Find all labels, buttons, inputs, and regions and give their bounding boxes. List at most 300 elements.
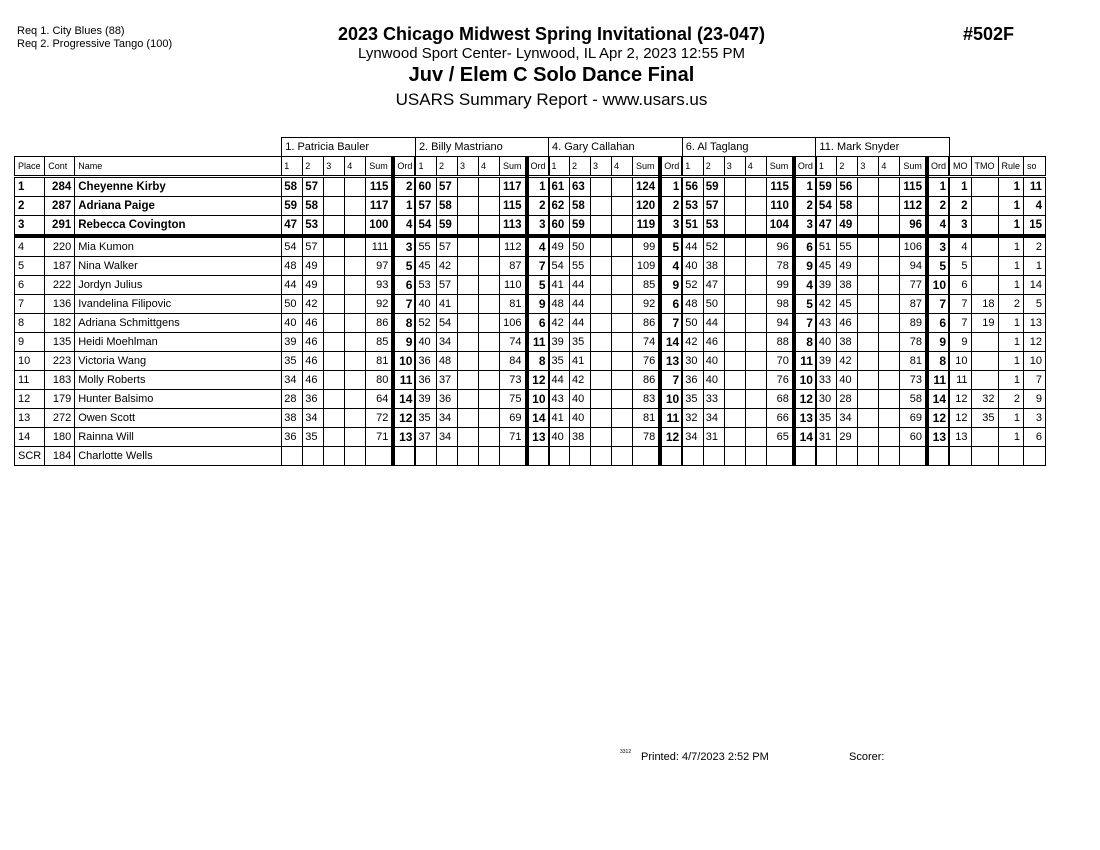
mark-1-cell: 44 xyxy=(549,371,570,390)
cont-cell: 183 xyxy=(45,371,75,390)
mark-4-cell xyxy=(345,390,366,409)
mark-3-cell xyxy=(324,295,345,314)
sum-cell: 65 xyxy=(766,428,794,447)
mark-4-cell xyxy=(745,333,766,352)
scorer-label: Scorer: xyxy=(849,751,885,763)
mark-1-cell: 52 xyxy=(415,314,436,333)
skater-name-cell: Mia Kumon xyxy=(75,236,282,257)
tmo-cell: 32 xyxy=(971,390,998,409)
mark-3-cell xyxy=(858,216,879,237)
mark-3-cell xyxy=(591,295,612,314)
mark-4-cell xyxy=(879,236,900,257)
so-cell: 5 xyxy=(1024,295,1046,314)
mark-2-cell: 46 xyxy=(303,371,324,390)
sum-cell: 83 xyxy=(633,390,661,409)
mark-3-cell xyxy=(457,197,478,216)
mark-2-cell: 53 xyxy=(703,216,724,237)
mark-1-cell: 53 xyxy=(415,276,436,295)
mark-1-cell: 40 xyxy=(415,333,436,352)
blank-cell xyxy=(949,138,1046,157)
col-mark: 2 xyxy=(303,157,324,177)
mo-cell: 3 xyxy=(949,216,971,237)
mark-3-cell xyxy=(724,409,745,428)
cont-cell: 287 xyxy=(45,197,75,216)
ord-cell: 7 xyxy=(794,314,816,333)
ord-cell: 2 xyxy=(527,197,549,216)
skater-name-cell: Cheyenne Kirby xyxy=(75,177,282,197)
mark-3-cell xyxy=(324,390,345,409)
mark-1-cell: 36 xyxy=(415,352,436,371)
mark-2-cell xyxy=(703,447,724,466)
col-mark: 3 xyxy=(724,157,745,177)
mark-4-cell xyxy=(745,177,766,197)
mo-cell: 6 xyxy=(949,276,971,295)
ord-cell: 4 xyxy=(393,216,415,237)
mark-1-cell: 60 xyxy=(415,177,436,197)
mark-1-cell: 48 xyxy=(282,257,303,276)
sum-cell: 78 xyxy=(900,333,927,352)
ord-cell: 6 xyxy=(393,276,415,295)
mark-2-cell: 34 xyxy=(436,333,457,352)
ord-cell: 8 xyxy=(794,333,816,352)
rule-cell xyxy=(998,447,1024,466)
results-table xyxy=(14,137,1046,466)
mo-cell: 7 xyxy=(949,295,971,314)
mo-cell: 5 xyxy=(949,257,971,276)
mark-2-cell xyxy=(303,447,324,466)
mark-2-cell: 48 xyxy=(436,352,457,371)
mark-1-cell: 39 xyxy=(282,333,303,352)
mark-3-cell xyxy=(591,390,612,409)
sum-cell: 84 xyxy=(499,352,526,371)
mark-1-cell: 55 xyxy=(415,236,436,257)
mark-1-cell: 54 xyxy=(549,257,570,276)
tmo-cell xyxy=(971,197,998,216)
tmo-cell xyxy=(971,236,998,257)
mark-4-cell xyxy=(612,216,633,237)
mark-2-cell: 34 xyxy=(436,428,457,447)
judge-header-row xyxy=(15,138,1046,157)
place-cell: 11 xyxy=(15,371,45,390)
mark-3-cell xyxy=(591,409,612,428)
mo-cell: 1 xyxy=(949,177,971,197)
mark-3-cell xyxy=(858,276,879,295)
ord-cell: 3 xyxy=(660,216,682,237)
ord-cell: 11 xyxy=(660,409,682,428)
sum-cell: 96 xyxy=(900,216,927,237)
ord-cell: 9 xyxy=(527,295,549,314)
sum-cell: 115 xyxy=(366,177,394,197)
col-mark: 2 xyxy=(703,157,724,177)
sum-cell: 112 xyxy=(900,197,927,216)
mark-3-cell xyxy=(457,295,478,314)
mo-cell: 12 xyxy=(949,409,971,428)
mark-2-cell: 57 xyxy=(436,177,457,197)
skater-name-cell: Heidi Moehlman xyxy=(75,333,282,352)
table-row xyxy=(15,177,1046,197)
ord-cell: 10 xyxy=(660,390,682,409)
mark-3-cell xyxy=(724,295,745,314)
sum-cell: 86 xyxy=(633,371,661,390)
mark-3-cell xyxy=(457,409,478,428)
so-cell: 3 xyxy=(1024,409,1046,428)
mark-2-cell: 40 xyxy=(570,390,591,409)
ord-cell: 14 xyxy=(794,428,816,447)
mark-3-cell xyxy=(591,236,612,257)
mark-1-cell: 45 xyxy=(816,257,837,276)
col-rule: Rule xyxy=(998,157,1024,177)
sum-cell: 115 xyxy=(499,197,526,216)
mark-4-cell xyxy=(745,371,766,390)
mark-4-cell xyxy=(745,447,766,466)
col-ord: Ord xyxy=(527,157,549,177)
mark-3-cell xyxy=(591,257,612,276)
mark-3-cell xyxy=(457,447,478,466)
sum-cell: 94 xyxy=(766,314,794,333)
mark-1-cell: 54 xyxy=(415,216,436,237)
mark-1-cell: 34 xyxy=(682,428,703,447)
cont-cell: 180 xyxy=(45,428,75,447)
sum-cell xyxy=(766,447,794,466)
ord-cell: 12 xyxy=(794,390,816,409)
mo-cell xyxy=(949,447,971,466)
skater-name-cell: Victoria Wang xyxy=(75,352,282,371)
so-cell: 6 xyxy=(1024,428,1046,447)
col-sum: Sum xyxy=(900,157,927,177)
place-cell: 9 xyxy=(15,333,45,352)
mark-1-cell: 28 xyxy=(282,390,303,409)
mark-1-cell: 35 xyxy=(549,352,570,371)
mark-2-cell: 42 xyxy=(436,257,457,276)
mark-3-cell xyxy=(591,314,612,333)
mark-4-cell xyxy=(345,197,366,216)
mark-1-cell xyxy=(682,447,703,466)
sum-cell: 99 xyxy=(766,276,794,295)
cont-cell: 291 xyxy=(45,216,75,237)
ord-cell: 1 xyxy=(527,177,549,197)
mark-1-cell: 49 xyxy=(549,236,570,257)
mark-1-cell: 57 xyxy=(415,197,436,216)
mark-4-cell xyxy=(745,314,766,333)
col-mark: 3 xyxy=(858,157,879,177)
sum-cell: 112 xyxy=(499,236,526,257)
sum-cell: 76 xyxy=(766,371,794,390)
mark-3-cell xyxy=(724,390,745,409)
col-ord: Ord xyxy=(794,157,816,177)
mark-4-cell xyxy=(478,314,499,333)
mark-3-cell xyxy=(858,371,879,390)
rule-cell: 1 xyxy=(998,314,1024,333)
col-mark: 2 xyxy=(570,157,591,177)
mark-4-cell xyxy=(345,236,366,257)
sum-cell: 119 xyxy=(633,216,661,237)
mark-1-cell: 50 xyxy=(282,295,303,314)
ord-cell xyxy=(527,447,549,466)
ord-cell: 9 xyxy=(794,257,816,276)
mark-3-cell xyxy=(591,371,612,390)
sum-cell: 98 xyxy=(766,295,794,314)
cont-cell: 222 xyxy=(45,276,75,295)
ord-cell: 1 xyxy=(927,177,949,197)
judge-name: 1. Patricia Bauler xyxy=(282,138,416,157)
sum-cell: 100 xyxy=(366,216,394,237)
mark-3-cell xyxy=(858,390,879,409)
place-cell: 7 xyxy=(15,295,45,314)
sum-cell: 74 xyxy=(633,333,661,352)
ord-cell: 6 xyxy=(527,314,549,333)
mark-1-cell: 54 xyxy=(816,197,837,216)
mark-4-cell xyxy=(478,236,499,257)
mark-2-cell: 54 xyxy=(436,314,457,333)
mo-cell: 12 xyxy=(949,390,971,409)
mark-2-cell: 35 xyxy=(570,333,591,352)
mark-3-cell xyxy=(324,177,345,197)
mark-1-cell: 32 xyxy=(682,409,703,428)
rule-cell: 1 xyxy=(998,409,1024,428)
column-header-row xyxy=(15,157,1046,177)
mark-2-cell: 44 xyxy=(570,295,591,314)
place-cell: 12 xyxy=(15,390,45,409)
mark-4-cell xyxy=(478,216,499,237)
mo-cell: 11 xyxy=(949,371,971,390)
sum-cell: 64 xyxy=(366,390,394,409)
mark-2-cell: 42 xyxy=(303,295,324,314)
mark-1-cell: 38 xyxy=(282,409,303,428)
mark-3-cell xyxy=(724,197,745,216)
place-cell: 10 xyxy=(15,352,45,371)
mark-2-cell: 50 xyxy=(703,295,724,314)
place-cell: 14 xyxy=(15,428,45,447)
ord-cell: 6 xyxy=(927,314,949,333)
mark-2-cell: 58 xyxy=(837,197,858,216)
mark-4-cell xyxy=(745,197,766,216)
mark-4-cell xyxy=(612,447,633,466)
mark-4-cell xyxy=(879,257,900,276)
mark-1-cell: 48 xyxy=(682,295,703,314)
cont-cell: 184 xyxy=(45,447,75,466)
so-cell: 13 xyxy=(1024,314,1046,333)
cont-cell: 182 xyxy=(45,314,75,333)
ord-cell: 7 xyxy=(660,371,682,390)
event-title: Juv / Elem C Solo Dance Final xyxy=(408,64,695,86)
mark-3-cell xyxy=(324,257,345,276)
mark-4-cell xyxy=(745,276,766,295)
col-ord: Ord xyxy=(393,157,415,177)
mark-4-cell xyxy=(612,177,633,197)
col-mark: 2 xyxy=(436,157,457,177)
sum-cell: 77 xyxy=(900,276,927,295)
mark-3-cell xyxy=(724,371,745,390)
mark-3-cell xyxy=(591,333,612,352)
sum-cell xyxy=(633,447,661,466)
mark-4-cell xyxy=(612,428,633,447)
mark-4-cell xyxy=(879,276,900,295)
mo-cell: 13 xyxy=(949,428,971,447)
mark-2-cell: 44 xyxy=(703,314,724,333)
tmo-cell xyxy=(971,257,998,276)
mark-3-cell xyxy=(591,276,612,295)
mo-cell: 9 xyxy=(949,333,971,352)
sum-cell: 75 xyxy=(499,390,526,409)
mark-2-cell: 46 xyxy=(837,314,858,333)
mark-1-cell: 36 xyxy=(682,371,703,390)
mark-1-cell: 41 xyxy=(549,276,570,295)
sum-cell: 71 xyxy=(366,428,394,447)
mark-3-cell xyxy=(724,257,745,276)
mark-2-cell: 40 xyxy=(837,371,858,390)
ord-cell: 10 xyxy=(927,276,949,295)
judge-name: 11. Mark Snyder xyxy=(816,138,949,157)
sum-cell: 120 xyxy=(633,197,661,216)
mark-4-cell xyxy=(879,295,900,314)
mark-2-cell: 55 xyxy=(570,257,591,276)
mark-3-cell xyxy=(457,177,478,197)
skater-name-cell: Molly Roberts xyxy=(75,371,282,390)
ord-cell: 7 xyxy=(393,295,415,314)
ord-cell: 5 xyxy=(927,257,949,276)
mark-3-cell xyxy=(324,352,345,371)
mark-4-cell xyxy=(879,177,900,197)
mark-2-cell: 44 xyxy=(570,314,591,333)
sum-cell: 81 xyxy=(633,409,661,428)
ord-cell: 10 xyxy=(794,371,816,390)
mark-4-cell xyxy=(879,333,900,352)
table-row xyxy=(15,333,1046,352)
ord-cell: 14 xyxy=(393,390,415,409)
mark-4-cell xyxy=(345,447,366,466)
mark-2-cell: 58 xyxy=(436,197,457,216)
mark-3-cell xyxy=(324,333,345,352)
rule-cell: 1 xyxy=(998,197,1024,216)
mark-4-cell xyxy=(345,177,366,197)
mark-3-cell xyxy=(858,314,879,333)
ord-cell: 13 xyxy=(927,428,949,447)
mark-3-cell xyxy=(324,409,345,428)
mark-4-cell xyxy=(612,371,633,390)
mark-4-cell xyxy=(745,236,766,257)
sum-cell: 85 xyxy=(633,276,661,295)
ord-cell: 5 xyxy=(393,257,415,276)
mark-3-cell xyxy=(457,371,478,390)
ord-cell: 12 xyxy=(527,371,549,390)
mark-2-cell: 31 xyxy=(703,428,724,447)
so-cell: 15 xyxy=(1024,216,1046,237)
mark-1-cell: 52 xyxy=(682,276,703,295)
mark-2-cell: 38 xyxy=(837,333,858,352)
ord-cell: 2 xyxy=(660,197,682,216)
col-mark: 4 xyxy=(745,157,766,177)
cont-cell: 187 xyxy=(45,257,75,276)
sum-cell: 92 xyxy=(366,295,394,314)
mark-2-cell: 38 xyxy=(703,257,724,276)
mark-3-cell xyxy=(457,314,478,333)
ord-cell: 10 xyxy=(393,352,415,371)
table-row xyxy=(15,352,1046,371)
ord-cell: 13 xyxy=(794,409,816,428)
mark-2-cell: 57 xyxy=(436,236,457,257)
mark-3-cell xyxy=(324,314,345,333)
mark-1-cell: 48 xyxy=(549,295,570,314)
cont-cell: 284 xyxy=(45,177,75,197)
sum-cell: 110 xyxy=(766,197,794,216)
judge-name: 6. Al Taglang xyxy=(682,138,816,157)
mark-2-cell: 56 xyxy=(837,177,858,197)
mark-2-cell: 38 xyxy=(570,428,591,447)
sum-cell: 73 xyxy=(900,371,927,390)
mo-cell: 4 xyxy=(949,236,971,257)
skater-name-cell: Charlotte Wells xyxy=(75,447,282,466)
mark-4-cell xyxy=(745,257,766,276)
mark-4-cell xyxy=(478,428,499,447)
ord-cell: 3 xyxy=(794,216,816,237)
mark-4-cell xyxy=(879,216,900,237)
mark-1-cell: 30 xyxy=(682,352,703,371)
mark-2-cell: 29 xyxy=(837,428,858,447)
ord-cell: 1 xyxy=(794,177,816,197)
mark-4-cell xyxy=(745,428,766,447)
ord-cell: 14 xyxy=(660,333,682,352)
ord-cell: 5 xyxy=(660,236,682,257)
table-row xyxy=(15,197,1046,216)
ord-cell: 4 xyxy=(527,236,549,257)
mark-3-cell xyxy=(858,295,879,314)
table-row xyxy=(15,390,1046,409)
mark-3-cell xyxy=(858,333,879,352)
sum-cell: 78 xyxy=(633,428,661,447)
mark-2-cell: 57 xyxy=(703,197,724,216)
mark-1-cell: 43 xyxy=(549,390,570,409)
mark-3-cell xyxy=(858,177,879,197)
mark-1-cell: 40 xyxy=(549,428,570,447)
sum-cell: 74 xyxy=(499,333,526,352)
mark-4-cell xyxy=(478,177,499,197)
mark-2-cell: 36 xyxy=(303,390,324,409)
so-cell: 9 xyxy=(1024,390,1046,409)
mark-4-cell xyxy=(345,216,366,237)
mark-2-cell: 46 xyxy=(703,333,724,352)
mark-1-cell: 35 xyxy=(282,352,303,371)
mark-2-cell: 46 xyxy=(303,333,324,352)
mark-3-cell xyxy=(858,257,879,276)
table-row xyxy=(15,447,1046,466)
mark-1-cell: 60 xyxy=(549,216,570,237)
sum-cell: 68 xyxy=(766,390,794,409)
mark-4-cell xyxy=(612,314,633,333)
sum-cell: 99 xyxy=(633,236,661,257)
mark-2-cell: 28 xyxy=(837,390,858,409)
tmo-cell: 35 xyxy=(971,409,998,428)
mark-2-cell: 42 xyxy=(570,371,591,390)
sum-cell: 85 xyxy=(366,333,394,352)
mark-3-cell xyxy=(858,352,879,371)
skater-name-cell: Hunter Balsimo xyxy=(75,390,282,409)
sum-cell: 115 xyxy=(900,177,927,197)
mark-3-cell xyxy=(324,216,345,237)
mark-4-cell xyxy=(612,352,633,371)
sum-cell xyxy=(499,447,526,466)
sum-cell: 124 xyxy=(633,177,661,197)
mark-3-cell xyxy=(858,447,879,466)
ord-cell: 7 xyxy=(660,314,682,333)
mark-4-cell xyxy=(345,371,366,390)
mark-1-cell: 39 xyxy=(816,276,837,295)
mark-2-cell: 53 xyxy=(303,216,324,237)
mark-4-cell xyxy=(612,390,633,409)
ord-cell: 9 xyxy=(393,333,415,352)
ord-cell: 4 xyxy=(927,216,949,237)
col-mark: 1 xyxy=(282,157,303,177)
mark-3-cell xyxy=(324,236,345,257)
